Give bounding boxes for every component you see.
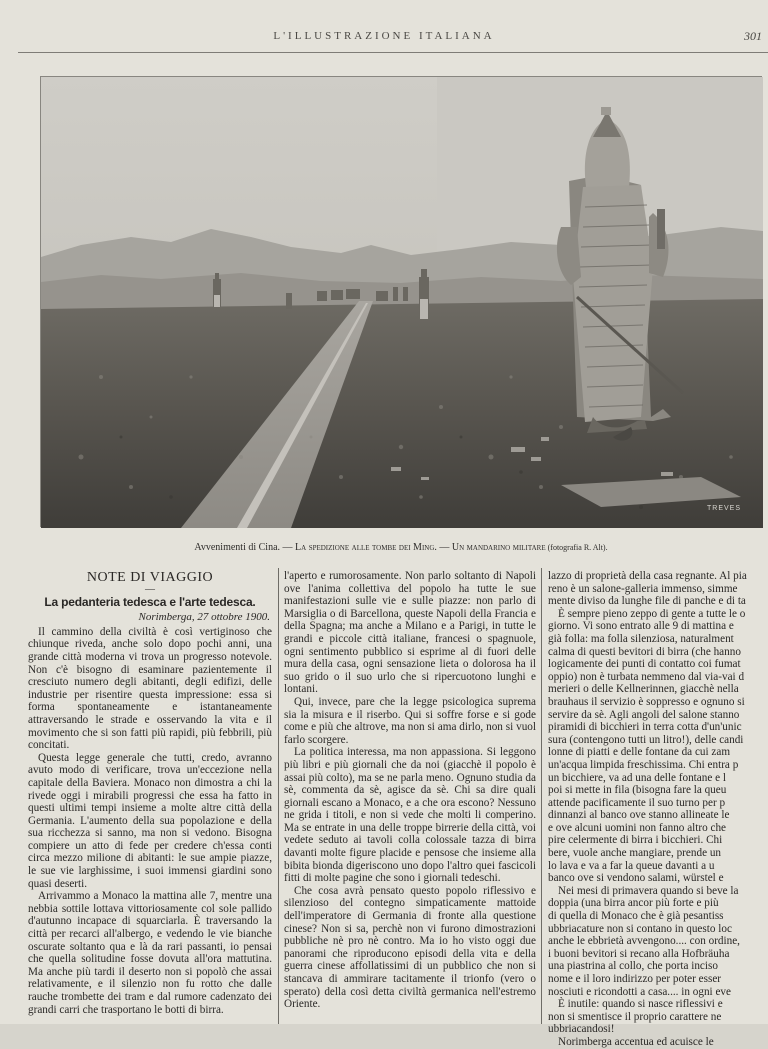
column-line: ubbriacandosi! xyxy=(548,1023,615,1036)
column-line: reno è un salone-galleria immenso, simme xyxy=(548,582,738,595)
column-line: lazzo di proprietà della casa regnante. Al pia xyxy=(548,570,747,582)
column-line: attende pacificamente il suo turno per p xyxy=(548,796,726,809)
column-rule xyxy=(278,568,279,1024)
column-line: già folla: ma folla silenziosa, naturalment xyxy=(548,632,734,645)
column-line: anche le ebbrietà avvengono.... con ordine, xyxy=(548,935,740,948)
column-line: sura (contengono tutti un litro!), delle candi xyxy=(548,733,744,746)
column-line: pire celermente di birra i bicchieri. Chi xyxy=(548,834,723,847)
column-line: logicamente dei punti di contatto coi fumat xyxy=(548,658,741,671)
column-line: servire da sè. Agli angoli del salone stanno xyxy=(548,708,740,721)
article-column-1 xyxy=(28,570,272,1024)
article-column-3 xyxy=(548,570,768,1048)
column-line: È sempre pieno zeppo di gente a tutte le o xyxy=(558,607,746,620)
paragraph: Il cammino della civiltà è così vertiginoso che chiunque riveda, anche solo dopo pochi anni, una grande città moderna vi trova un progresso notevole. Non c'è bisogno di esaminare pazientemente il cresciuto numero degli abitanti, degli edifizi, delle industrie per risentire questa impressione: essa si forma spontaneamente e istantaneamente attraversando le strade e osservando la vita e il movimento che si son fatti più rapidi, più febbrili, più concitati. xyxy=(28,625,272,752)
column-line: di quella di Monaco che è già pesantiss xyxy=(548,910,724,923)
column-line: merieri o delle Kellnerinnen, giacchè nella xyxy=(548,683,739,696)
caption-lead: Avvenimenti di Cina. — xyxy=(194,542,296,553)
column-line: e ove alcuni uomini non fanno altro che xyxy=(548,821,727,834)
section-title: NOTE DI VIAGGIO xyxy=(86,570,214,585)
paragraph: l'aperto e rumorosamente. Non parlo soltanto di Napoli ove l'anima collettiva del popolo ha tutte le sue manifestazioni sulle vie e sulle piazze: non parlo di Marsiglia o di Barcellona, queste Napoli della Francia e della Spagna; ma anche a Milano e a Parigi, in tutte le grandi e piccole città italiane, francesi o spagnuole, ogni sentimento pubblico si esprime al di fuori delle mura della casa, ogni sensazione lieta o dolorosa ha il suo grido o il suo urlo che si ripercuotono lunghi e lontani. xyxy=(284,570,536,696)
paragraph: Che cosa avrà pensato questo popolo riflessivo e silenzioso del contegno simpaticamente mattoide dell'imperatore di Germania di fronte alla questione cinese? Non si sa, perchè non vi furono dimostrazioni pubbliche nè pro nè contro. Ma io ho visto oggi due panorami che riproducono episodi della vita e della guerra cinese affollatissimi di un pubblico che non si stancava di ammirare tacitamente il trionfo (vero o sperato) della così detta civiltà germanica nell'estremo Oriente. xyxy=(284,884,536,1011)
column-line: non si smentisce il proprio carattere ne xyxy=(548,1010,722,1023)
paragraph: Qui, invece, pare che la legge psicologica suprema sia la misura e il riserbo. Qui si soffre forse e si gode come e più che altrove, ma non si ama dirlo, non si vuol farlo scorgere. xyxy=(284,695,536,746)
column-rule xyxy=(541,568,542,1024)
caption-expedition: La spedizione alle tombe dei Ming. — Un mandarino militare xyxy=(295,542,546,553)
column-line: doppia (una birra ancor più forte e più xyxy=(548,897,719,910)
tombs-landscape-illustration xyxy=(41,77,763,528)
column-line: nosciuti e ricondotti a casa.... in ogni eve xyxy=(548,985,731,998)
column-line: banco ove si vendono salami, würstel e xyxy=(548,872,724,885)
column-line: mente diviso da lunghe file di panche e di ta xyxy=(548,595,746,608)
column-line: una piastrina al collo, che porta inciso xyxy=(548,960,718,973)
column-line: ubbriacature non si contano in questo loc xyxy=(548,922,732,935)
column-line: È inutile: quando si nasce riflessivi e xyxy=(558,998,723,1011)
column-line: dinnanzi al banco ove stanno allineate le xyxy=(548,809,730,822)
column-line: piramidi di bicchieri in terra cotta d'un'unic xyxy=(548,721,742,734)
column-line: lo lava e va a far la queue davanti a u xyxy=(548,859,715,872)
column-line: nome e il loro indirizzo per poter esser xyxy=(548,973,722,985)
page-number: 301 xyxy=(744,29,762,43)
column-line: poi si mette in fila (bisogna fare la queu xyxy=(548,784,727,797)
column-line: Nei mesi di primavera quando si beve la xyxy=(558,884,739,897)
column-line: lonne di piatti e delle fontane da cui zam xyxy=(548,746,731,759)
column-line: Norimberga accentua ed acuisce le xyxy=(558,1035,714,1048)
header-rule xyxy=(18,52,768,53)
article-column-2 xyxy=(284,570,536,1024)
paragraph: La politica interessa, ma non appassiona. Si leggono più libri e più giornali che da noi (giacchè il popolo è assai più colto), ma se ne parla meno. Ognuno studia da sè, commenta da sè, agisce da sè. Chi sa dire quali giornali escano a Monaco, e a che ora escono? Nessuno ne grida i titoli, e non si vede che molti li comperino. Ma se entrate in una delle troppe birrerie della città, voi vedete seduto ai tavoli colla colossale tazza di birra davanti molte figure placide e pensose che insieme alla bibita bionda digeriscono uno dopo l'altro quei fascicoli fitti di molte pagine che sono i giornali tedeschi. xyxy=(284,746,536,885)
column-line: oppio) non è turbata nemmeno dal via-vai d xyxy=(548,670,745,683)
title-separator: — xyxy=(145,583,155,595)
running-title: L'ILLUSTRAZIONE ITALIANA xyxy=(273,30,495,42)
photo-caption xyxy=(40,542,762,553)
dateline: Norimberga, 27 ottobre 1900. xyxy=(138,611,270,624)
column-line: un'acqua limpida freschissima. Chi entra p xyxy=(548,758,739,771)
article-headline: La pedanteria tedesca e l'arte tedesca. xyxy=(44,594,256,609)
column-line: i buoni bevitori si recano alla Hofbräuha xyxy=(548,947,730,960)
caption-credit: (fotografia R. Alt). xyxy=(545,543,608,552)
paragraph: Questa legge generale che tutti, credo, avranno avuto modo di verificare, trova un'eccezione nella capitale della Baviera. Monaco non dimostra a chi la rivede oggi i mirabili progressi che essa ha fatto in questi ultimi tempi insieme a molte altre città della Germania. L'aumento della sua popolazione e della sua ricchezza si sanno, ma non si vedono. Bisogna compiere un atto di fede per credere ch'essa conti circa mezzo milione di abitanti: le sue ampie piazze, le sue vie larghissime, i suoi immensi giardini sono quasi deserti. xyxy=(28,751,272,890)
engraving-photo xyxy=(40,76,762,527)
column-line: bere, vuole anche mangiare, prende un xyxy=(548,847,722,860)
column-line: un bicchiere, va ad una delle fontane e l xyxy=(548,771,726,784)
column-line: brauhaus il servizio è soppresso e ognuno si xyxy=(548,695,745,708)
paragraph: Arrivammo a Monaco la mattina alle 7, mentre una nebbia sottile lottava vittoriosamente col sole pallido d'autunno incapace di squarciarla. È traversando la città per recarci all'albergo, e vedendo le vie bianche oscurate soltanto qua e là da rari passanti, io pensai che quella solitudine fosse dovuta all'ora mattutina. Ma anche più tardi il deserto non si popolò che assai relativamente, e il silenzio non fu rotto che dalle rauche trombette dei tram e dal rumore cadenzato dei grandi carri che trasportano le botti di birra. xyxy=(28,890,272,1016)
engraver-mark: TREVES xyxy=(706,505,741,512)
column-line: giorno. Vi sono entrato alle 9 di mattina e xyxy=(548,620,734,633)
column-line: calma di questi bevitori di birra (che hanno xyxy=(548,645,741,658)
